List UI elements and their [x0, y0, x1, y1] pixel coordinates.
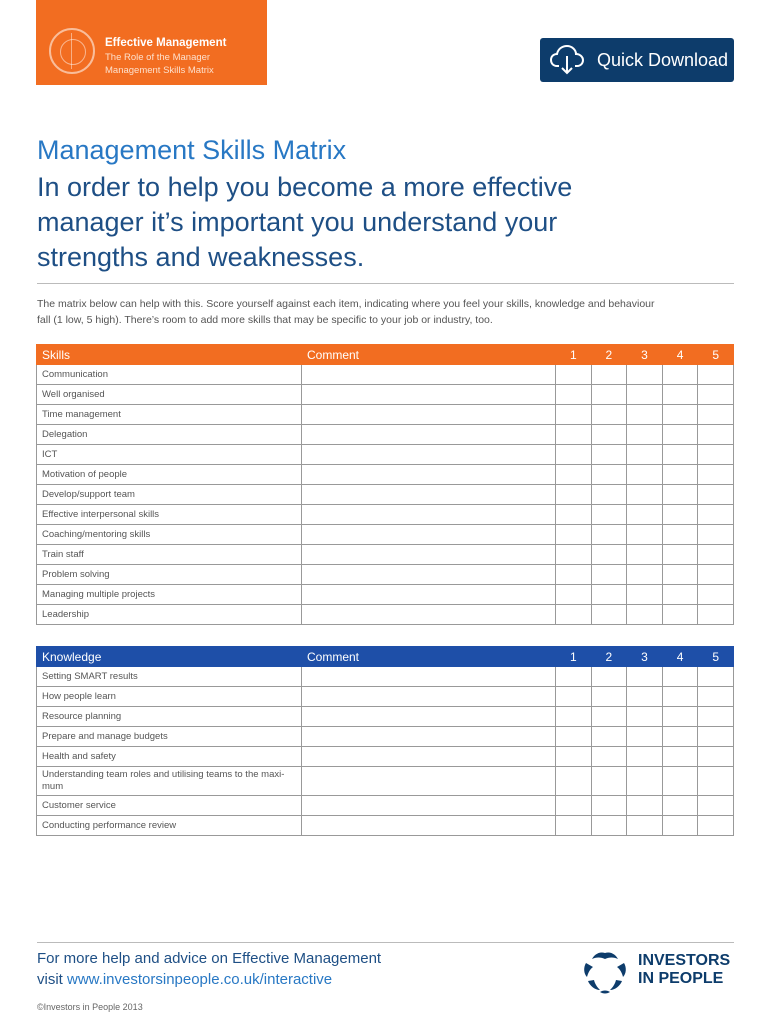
- score-4-cell[interactable]: [662, 405, 698, 425]
- score-2-cell[interactable]: [591, 525, 627, 545]
- header-banner: [36, 0, 267, 85]
- skills-header: Skills: [37, 345, 302, 365]
- score-1-cell[interactable]: [556, 767, 592, 796]
- score-4-cell[interactable]: [662, 816, 698, 836]
- score-3-cell[interactable]: [627, 667, 663, 687]
- comment-cell[interactable]: [302, 747, 556, 767]
- score-3-cell[interactable]: [627, 465, 663, 485]
- score-2-cell[interactable]: [591, 767, 627, 796]
- score-5-cell[interactable]: [698, 405, 734, 425]
- table-row: [37, 667, 734, 687]
- table-row: [37, 707, 734, 727]
- comment-cell[interactable]: [302, 767, 556, 796]
- score-3-cell[interactable]: [627, 707, 663, 727]
- score-3-cell[interactable]: [627, 796, 663, 816]
- score-5-cell[interactable]: [698, 485, 734, 505]
- score-3-cell[interactable]: [627, 545, 663, 565]
- score-3-cell[interactable]: [627, 505, 663, 525]
- header-subtitle-1: The Role of the Manager: [105, 52, 211, 63]
- footer-visit-line: [37, 971, 332, 988]
- row-label: Conducting performance review: [37, 816, 302, 836]
- score-2-cell[interactable]: [591, 707, 627, 727]
- score-3-cell[interactable]: [627, 687, 663, 707]
- website-link[interactable]: www.investorsinpeople.co.uk/interactive: [67, 971, 333, 988]
- score-1-cell[interactable]: [556, 525, 592, 545]
- table-row: [37, 365, 734, 385]
- score-2-cell[interactable]: [591, 505, 627, 525]
- row-label: Managing multiple projects: [37, 585, 302, 605]
- comment-cell[interactable]: [302, 707, 556, 727]
- row-label: Delegation: [37, 425, 302, 445]
- score-5-cell[interactable]: [698, 605, 734, 625]
- score-5-cell[interactable]: [698, 585, 734, 605]
- table-row: [37, 505, 734, 525]
- score-3-header: 3: [627, 647, 663, 667]
- footer-help-text: For more help and advice on Effective Management: [37, 950, 382, 967]
- score-5-header: 5: [698, 345, 734, 365]
- table-row: [37, 727, 734, 747]
- score-4-cell[interactable]: [662, 727, 698, 747]
- score-1-cell[interactable]: [556, 707, 592, 727]
- score-4-cell[interactable]: [662, 365, 698, 385]
- comment-cell[interactable]: [302, 425, 556, 445]
- score-4-cell[interactable]: [662, 796, 698, 816]
- score-2-cell[interactable]: [591, 565, 627, 585]
- score-3-cell[interactable]: [627, 727, 663, 747]
- score-5-cell[interactable]: [698, 365, 734, 385]
- comment-cell[interactable]: [302, 796, 556, 816]
- score-2-cell[interactable]: [591, 485, 627, 505]
- score-5-cell[interactable]: [698, 667, 734, 687]
- table-row: [37, 796, 734, 816]
- score-2-cell[interactable]: [591, 727, 627, 747]
- investors-in-people-logo: [638, 952, 730, 988]
- score-4-cell[interactable]: [662, 525, 698, 545]
- score-2-cell[interactable]: [591, 405, 627, 425]
- score-2-header: 2: [591, 345, 627, 365]
- brand-line-2: IN PEOPLE: [638, 970, 724, 987]
- comment-cell[interactable]: [302, 585, 556, 605]
- score-1-cell[interactable]: [556, 445, 592, 465]
- copyright: ©Investors in People 2013: [37, 1002, 143, 1012]
- score-1-cell[interactable]: [556, 385, 592, 405]
- divider: [37, 283, 734, 284]
- score-1-cell[interactable]: [556, 727, 592, 747]
- score-3-cell[interactable]: [627, 816, 663, 836]
- score-4-cell[interactable]: [662, 425, 698, 445]
- score-1-cell[interactable]: [556, 405, 592, 425]
- score-2-cell[interactable]: [591, 816, 627, 836]
- comment-header: Comment: [302, 345, 556, 365]
- table-row: [37, 545, 734, 565]
- comment-cell[interactable]: [302, 565, 556, 585]
- score-4-cell[interactable]: [662, 385, 698, 405]
- table-row: [37, 405, 734, 425]
- cloud-download-icon: [550, 44, 584, 76]
- score-2-cell[interactable]: [591, 465, 627, 485]
- row-label: Leadership: [37, 605, 302, 625]
- investors-in-people-emblem: [580, 949, 630, 995]
- score-5-cell[interactable]: [698, 767, 734, 796]
- score-4-cell[interactable]: [662, 505, 698, 525]
- table-row: [37, 605, 734, 625]
- score-5-cell[interactable]: [698, 445, 734, 465]
- comment-cell[interactable]: [302, 545, 556, 565]
- knowledge-table: [36, 646, 734, 836]
- header-title: Effective Management: [105, 37, 227, 49]
- score-3-cell[interactable]: [627, 525, 663, 545]
- score-3-cell[interactable]: [627, 767, 663, 796]
- table-row: [37, 445, 734, 465]
- score-2-cell[interactable]: [591, 385, 627, 405]
- quick-download-button[interactable]: [540, 38, 734, 82]
- score-5-cell[interactable]: [698, 687, 734, 707]
- score-5-cell[interactable]: [698, 425, 734, 445]
- score-1-cell[interactable]: [556, 485, 592, 505]
- page-subtitle: In order to help you become a more effective manager it’s important you understand your strengths and weaknesses.: [37, 172, 573, 272]
- score-4-cell[interactable]: [662, 707, 698, 727]
- score-2-cell[interactable]: [591, 747, 627, 767]
- table-row: [37, 585, 734, 605]
- score-2-header: 2: [591, 647, 627, 667]
- table-row: [37, 425, 734, 445]
- score-4-cell[interactable]: [662, 605, 698, 625]
- score-1-cell[interactable]: [556, 747, 592, 767]
- row-label: ICT: [37, 445, 302, 465]
- score-3-cell[interactable]: [627, 485, 663, 505]
- score-2-cell[interactable]: [591, 667, 627, 687]
- row-label: Problem solving: [37, 565, 302, 585]
- score-5-cell[interactable]: [698, 727, 734, 747]
- comment-cell[interactable]: [302, 485, 556, 505]
- score-3-cell[interactable]: [627, 565, 663, 585]
- comment-header: Comment: [302, 647, 556, 667]
- comment-cell[interactable]: [302, 405, 556, 425]
- comment-cell[interactable]: [302, 465, 556, 485]
- score-1-cell[interactable]: [556, 505, 592, 525]
- row-label: Coaching/mentoring skills: [37, 525, 302, 545]
- score-3-header: 3: [627, 345, 663, 365]
- score-4-cell[interactable]: [662, 667, 698, 687]
- row-label: Resource planning: [37, 707, 302, 727]
- score-4-cell[interactable]: [662, 545, 698, 565]
- score-4-cell[interactable]: [662, 465, 698, 485]
- row-label: Understanding team roles and utilising teams to the maxi- mum: [37, 767, 302, 796]
- score-5-cell[interactable]: [698, 796, 734, 816]
- score-2-cell[interactable]: [591, 687, 627, 707]
- score-3-cell[interactable]: [627, 405, 663, 425]
- score-2-cell[interactable]: [591, 585, 627, 605]
- score-4-cell[interactable]: [662, 485, 698, 505]
- table-row: [37, 465, 734, 485]
- score-3-cell[interactable]: [627, 605, 663, 625]
- table-row: [37, 816, 734, 836]
- score-5-cell[interactable]: [698, 505, 734, 525]
- score-3-cell[interactable]: [627, 747, 663, 767]
- score-4-cell[interactable]: [662, 565, 698, 585]
- row-label: Motivation of people: [37, 465, 302, 485]
- row-label: Prepare and manage budgets: [37, 727, 302, 747]
- table-row: [37, 385, 734, 405]
- score-1-cell[interactable]: [556, 816, 592, 836]
- comment-cell[interactable]: [302, 816, 556, 836]
- comment-cell[interactable]: [302, 505, 556, 525]
- table-row: [37, 767, 734, 796]
- intro-text: The matrix below can help with this. Score yourself against each item, indicating where you feel your skills, knowledge and behaviour fall (1 low, 5 high). There’s room to add more skills that may be specific to your job or industry, too.: [37, 298, 655, 326]
- comment-cell[interactable]: [302, 687, 556, 707]
- row-label: Effective interpersonal skills: [37, 505, 302, 525]
- page-title: Management Skills Matrix: [37, 135, 347, 165]
- score-1-cell[interactable]: [556, 425, 592, 445]
- score-4-cell[interactable]: [662, 747, 698, 767]
- row-label: Time management: [37, 405, 302, 425]
- score-1-header: 1: [556, 345, 592, 365]
- score-1-header: 1: [556, 647, 592, 667]
- row-label: Well organised: [37, 385, 302, 405]
- score-4-header: 4: [662, 647, 698, 667]
- score-3-cell[interactable]: [627, 425, 663, 445]
- quick-download-label: Quick Download: [597, 50, 729, 70]
- comment-cell[interactable]: [302, 727, 556, 747]
- score-1-cell[interactable]: [556, 796, 592, 816]
- table-row: [37, 747, 734, 767]
- score-3-cell[interactable]: [627, 445, 663, 465]
- table-row: [37, 485, 734, 505]
- score-4-cell[interactable]: [662, 445, 698, 465]
- row-label: Develop/support team: [37, 485, 302, 505]
- table-row: [37, 687, 734, 707]
- score-4-cell[interactable]: [662, 767, 698, 796]
- row-label: Setting SMART results: [37, 667, 302, 687]
- score-4-header: 4: [662, 345, 698, 365]
- score-2-cell[interactable]: [591, 425, 627, 445]
- management-wheel-icon: [49, 28, 95, 74]
- row-label: Train staff: [37, 545, 302, 565]
- score-4-cell[interactable]: [662, 585, 698, 605]
- score-5-cell[interactable]: [698, 465, 734, 485]
- score-1-cell[interactable]: [556, 565, 592, 585]
- score-3-cell[interactable]: [627, 585, 663, 605]
- skills-table: [36, 344, 734, 625]
- score-2-cell[interactable]: [591, 545, 627, 565]
- score-1-cell[interactable]: [556, 605, 592, 625]
- comment-cell[interactable]: [302, 605, 556, 625]
- score-5-cell[interactable]: [698, 385, 734, 405]
- score-5-cell[interactable]: [698, 816, 734, 836]
- score-1-cell[interactable]: [556, 465, 592, 485]
- score-5-header: 5: [698, 647, 734, 667]
- visit-label: visit: [37, 971, 67, 988]
- header-subtitle-2: Management Skills Matrix: [105, 65, 214, 76]
- table-row: [37, 565, 734, 585]
- score-2-cell[interactable]: [591, 605, 627, 625]
- score-2-cell[interactable]: [591, 365, 627, 385]
- footer-divider: [37, 942, 734, 943]
- score-1-cell[interactable]: [556, 365, 592, 385]
- score-5-cell[interactable]: [698, 565, 734, 585]
- row-label: How people learn: [37, 687, 302, 707]
- score-5-cell[interactable]: [698, 747, 734, 767]
- score-5-cell[interactable]: [698, 545, 734, 565]
- comment-cell[interactable]: [302, 445, 556, 465]
- comment-cell[interactable]: [302, 667, 556, 687]
- score-5-cell[interactable]: [698, 707, 734, 727]
- table-row: [37, 525, 734, 545]
- row-label: Customer service: [37, 796, 302, 816]
- score-1-cell[interactable]: [556, 687, 592, 707]
- score-2-cell[interactable]: [591, 796, 627, 816]
- score-4-cell[interactable]: [662, 687, 698, 707]
- score-1-cell[interactable]: [556, 667, 592, 687]
- row-label: Communication: [37, 365, 302, 385]
- score-5-cell[interactable]: [698, 525, 734, 545]
- score-3-cell[interactable]: [627, 365, 663, 385]
- comment-cell[interactable]: [302, 525, 556, 545]
- brand-line-1: INVESTORS: [638, 952, 731, 969]
- row-label: Health and safety: [37, 747, 302, 767]
- score-3-cell[interactable]: [627, 385, 663, 405]
- score-2-cell[interactable]: [591, 445, 627, 465]
- score-1-cell[interactable]: [556, 585, 592, 605]
- score-1-cell[interactable]: [556, 545, 592, 565]
- comment-cell[interactable]: [302, 385, 556, 405]
- knowledge-header: Knowledge: [37, 647, 302, 667]
- comment-cell[interactable]: [302, 365, 556, 385]
